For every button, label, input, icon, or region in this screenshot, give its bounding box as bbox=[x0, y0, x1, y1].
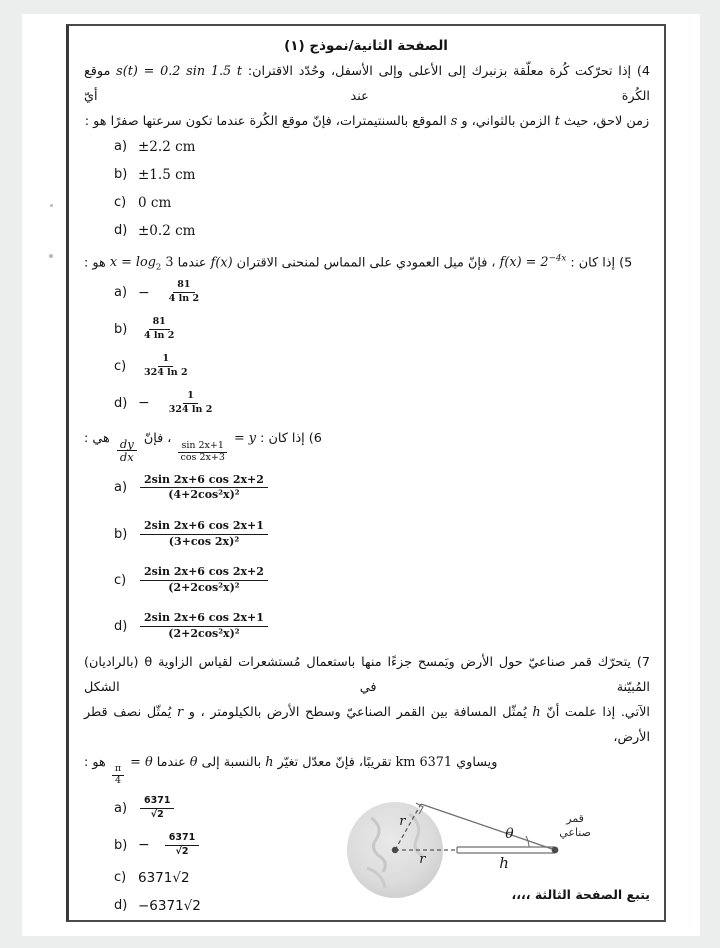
question-5-line-1 bbox=[70, 251, 662, 276]
fraction-numerator: 1 bbox=[158, 354, 173, 367]
height-label: h bbox=[499, 854, 509, 873]
option-value: ±0.2 cm bbox=[138, 222, 196, 239]
satellite-label-line-1: قمر bbox=[566, 812, 584, 826]
q4-l2-c: الموقع بالسنتيمترات، فإنّ موقع الكُرة عندما تكون سرعتها صفرًا هو : bbox=[84, 113, 447, 129]
option-fraction bbox=[165, 280, 203, 305]
option-fraction bbox=[165, 833, 199, 858]
fraction-numerator: 81 bbox=[149, 317, 170, 330]
q5-x-value bbox=[110, 255, 174, 270]
q4-var-s: s bbox=[450, 113, 458, 129]
option-minus-sign: − bbox=[138, 837, 150, 854]
option-row[interactable] bbox=[114, 354, 662, 379]
option-label: a) bbox=[114, 139, 128, 155]
option-label: b) bbox=[114, 167, 128, 183]
fraction-denominator: √2 bbox=[175, 845, 189, 857]
radius-label-dashed: r bbox=[399, 814, 406, 830]
q7-l2-a: الآتي. إذا علمت أنّ bbox=[546, 704, 650, 720]
q7-l3-f: هو : bbox=[84, 754, 106, 770]
question-5 bbox=[70, 251, 662, 416]
option-label: d) bbox=[114, 223, 128, 239]
fraction-denominator: (4+2cos²x)² bbox=[168, 488, 240, 502]
option-fraction bbox=[140, 566, 268, 594]
option-label: d) bbox=[114, 898, 128, 914]
q4-var-t: t bbox=[554, 113, 560, 129]
q5-exponent: −4x bbox=[548, 253, 567, 264]
option-label: d) bbox=[114, 619, 128, 635]
option-fraction bbox=[140, 612, 268, 640]
radius-label-horizontal: r bbox=[419, 852, 426, 868]
fraction-denominator: (2+2cos²x)² bbox=[168, 627, 240, 641]
angle-arc bbox=[526, 836, 529, 847]
margin-speck-upper bbox=[50, 204, 53, 207]
question-5-options bbox=[70, 276, 662, 415]
fraction-numerator: 2sin 2x+6 cos 2x+2 bbox=[140, 566, 268, 581]
q4-text-a: 4) إذا تحرّكت كُرة معلّقة بزنبرك إلى الأعلى وإلى الأسفل، وحُدّد الاقتران: bbox=[247, 64, 650, 79]
option-row[interactable] bbox=[114, 612, 662, 640]
option-fraction bbox=[140, 474, 268, 502]
option-row[interactable] bbox=[114, 280, 662, 305]
page-content bbox=[70, 28, 662, 918]
option-row[interactable] bbox=[114, 833, 323, 858]
fraction-numerator: 1+sin 2x bbox=[178, 441, 226, 452]
fraction-denominator: (3+cos 2x)² bbox=[168, 534, 240, 548]
q5-x-log: x = log bbox=[109, 255, 156, 271]
option-fraction bbox=[140, 354, 192, 379]
fraction-denominator: √2 bbox=[150, 809, 164, 821]
option-value: 0 cm bbox=[138, 194, 172, 211]
option-fraction bbox=[140, 317, 178, 342]
fraction-numerator: 2sin 2x+6 cos 2x+1 bbox=[140, 520, 268, 535]
option-label: c) bbox=[114, 358, 127, 374]
q5-log-base: 2 bbox=[155, 261, 162, 272]
q5-log-arg: 3 bbox=[165, 255, 174, 271]
question-6 bbox=[70, 427, 662, 640]
option-label: b) bbox=[114, 321, 128, 337]
satellite-label-line-2: صناعي bbox=[559, 825, 591, 839]
q7-var-h: h bbox=[532, 704, 541, 720]
option-fraction bbox=[140, 520, 268, 548]
option-label: d) bbox=[114, 395, 128, 411]
satellite-earth-diagram bbox=[333, 790, 662, 940]
option-label: a) bbox=[114, 801, 128, 817]
question-7-line-3 bbox=[70, 751, 662, 787]
q7-earth-radius-value: 6371 km bbox=[395, 754, 453, 770]
fraction-numerator: 6371 bbox=[165, 833, 199, 846]
question-6-options bbox=[70, 464, 662, 641]
q5-fofx: f(x) bbox=[210, 255, 233, 271]
option-row[interactable] bbox=[114, 195, 662, 211]
q6-y-equals: y = bbox=[233, 431, 256, 447]
q5-text-a: 5) إذا كان : bbox=[570, 255, 633, 271]
option-row[interactable] bbox=[114, 796, 323, 821]
option-row[interactable] bbox=[114, 223, 662, 239]
fraction-numerator: 2sin 2x+6 cos 2x+1 bbox=[140, 612, 268, 627]
question-7-body bbox=[70, 788, 662, 940]
page-title: الصفحة الثانية/نموذج (١) bbox=[284, 38, 448, 54]
fraction-denominator: 4 ln 2 bbox=[168, 293, 200, 304]
q4-l2-a: زمن لاحق، حيث bbox=[563, 113, 650, 129]
q6-text-b: ، فإنّ bbox=[143, 431, 172, 447]
fraction-numerator: 1 bbox=[183, 391, 198, 404]
derivative-denominator: dx bbox=[119, 450, 134, 465]
option-row[interactable] bbox=[114, 474, 662, 502]
option-row[interactable] bbox=[114, 520, 662, 548]
q4-text-b: موقع الكُرة عند أيّ bbox=[84, 64, 650, 104]
q7-pi-over-4 bbox=[112, 764, 124, 786]
option-label: c) bbox=[114, 195, 127, 211]
q6-derivative-notation bbox=[117, 438, 137, 464]
fraction-numerator: 81 bbox=[173, 280, 194, 293]
q6-text-a: 6) إذا كان : bbox=[260, 431, 322, 447]
fraction-denominator: 4 bbox=[114, 774, 121, 786]
question-7-line-1: 7) يتحرّك قمر صناعيّ حول الأرض ويَمسح جزءًا منها باستعمال مُستشعرات لقياس الزاوية θ (بالراديان) المُبيّنة في الشكل bbox=[84, 654, 650, 695]
option-row[interactable] bbox=[114, 566, 662, 594]
margin-speck-lower bbox=[49, 254, 53, 258]
q7-var-r: r bbox=[177, 704, 184, 720]
question-6-line-1 bbox=[70, 427, 662, 463]
q6-text-c: هي : bbox=[84, 431, 110, 447]
q7-rate-var-theta: θ bbox=[189, 754, 198, 770]
option-label: c) bbox=[114, 572, 127, 588]
option-minus-sign: − bbox=[138, 284, 150, 301]
option-minus-sign: − bbox=[138, 395, 150, 412]
question-7-line-2 bbox=[70, 701, 662, 751]
question-4-line-2 bbox=[70, 110, 662, 135]
satellite-point bbox=[552, 847, 559, 854]
angle-label: θ bbox=[505, 826, 514, 843]
option-row[interactable] bbox=[114, 167, 662, 183]
q7-theta-equals: θ = bbox=[130, 754, 153, 770]
option-row[interactable] bbox=[114, 391, 662, 416]
q5-text-b: ، فإنّ ميل العمودي على المماس لمنحنى الاقتران bbox=[236, 255, 496, 271]
margin-speck-marks bbox=[46, 200, 60, 270]
q4-formula: s(t) = 0.2 sin 1.5 t bbox=[116, 64, 243, 79]
q5-text-d: هو : bbox=[84, 255, 106, 271]
option-row[interactable] bbox=[114, 870, 323, 886]
question-4-options bbox=[70, 135, 662, 239]
option-label: a) bbox=[114, 285, 128, 300]
question-4-line-1 bbox=[70, 60, 662, 110]
q7-l3-d: عندما bbox=[156, 754, 186, 770]
question-7-options bbox=[70, 788, 323, 926]
derivative-numerator: dy bbox=[117, 438, 137, 451]
fraction-denominator: 324 ln 2 bbox=[144, 366, 188, 378]
q4-l2-b: الزمن بالثواني، و bbox=[461, 113, 551, 129]
fraction-denominator: (2+2cos²x)² bbox=[168, 580, 240, 594]
q7-l2-c: يُمثّل نصف قطر الأرض، bbox=[84, 704, 650, 745]
fraction-denominator: 3+cos 2x bbox=[180, 451, 225, 463]
q6-expression-fraction bbox=[178, 441, 228, 463]
option-label: c) bbox=[114, 870, 127, 886]
q7-l2-b: يُمثّل المسافة بين القمر الصناعيّ وسطح الأرض بالكيلومتر ، و bbox=[188, 704, 527, 720]
fraction-denominator: 324 ln 2 bbox=[168, 403, 213, 415]
q7-l3-a: ويساوي bbox=[456, 754, 498, 770]
option-label: a) bbox=[114, 480, 128, 496]
option-fraction bbox=[140, 796, 174, 821]
fraction-numerator: 2sin 2x+6 cos 2x+2 bbox=[140, 474, 268, 489]
option-row[interactable] bbox=[114, 317, 662, 342]
q7-l3-c: بالنسبة إلى bbox=[201, 754, 262, 770]
q5-function-def bbox=[500, 255, 567, 270]
option-value: 6371√2 bbox=[138, 869, 190, 886]
option-value: ±2.2 cm bbox=[138, 138, 196, 155]
q7-l3-b: تقريبًا، فإنّ معدّل تغيّر bbox=[277, 754, 392, 770]
fraction-denominator: 4 ln 2 bbox=[144, 329, 175, 341]
page-footer-note: يتبع الصفحة الثالثة ،،،، bbox=[511, 887, 650, 902]
option-fraction bbox=[165, 391, 217, 416]
option-label: b) bbox=[114, 526, 128, 542]
q5-text-c: عندما bbox=[177, 255, 207, 271]
option-label: b) bbox=[114, 837, 128, 853]
fraction-numerator: 6371 bbox=[140, 796, 174, 809]
earth-center-point bbox=[392, 847, 398, 853]
fraction-numerator: π bbox=[112, 764, 124, 775]
option-row[interactable] bbox=[114, 898, 323, 914]
option-value: −6371√2 bbox=[138, 897, 201, 914]
diagram-svg bbox=[333, 790, 663, 940]
q7-rate-var-h: h bbox=[265, 754, 274, 770]
q5-fx: f(x) = 2 bbox=[499, 255, 549, 271]
satellite-label bbox=[559, 812, 591, 840]
question-4 bbox=[70, 60, 662, 239]
option-value: ±1.5 cm bbox=[138, 166, 196, 183]
option-row[interactable] bbox=[114, 139, 662, 155]
